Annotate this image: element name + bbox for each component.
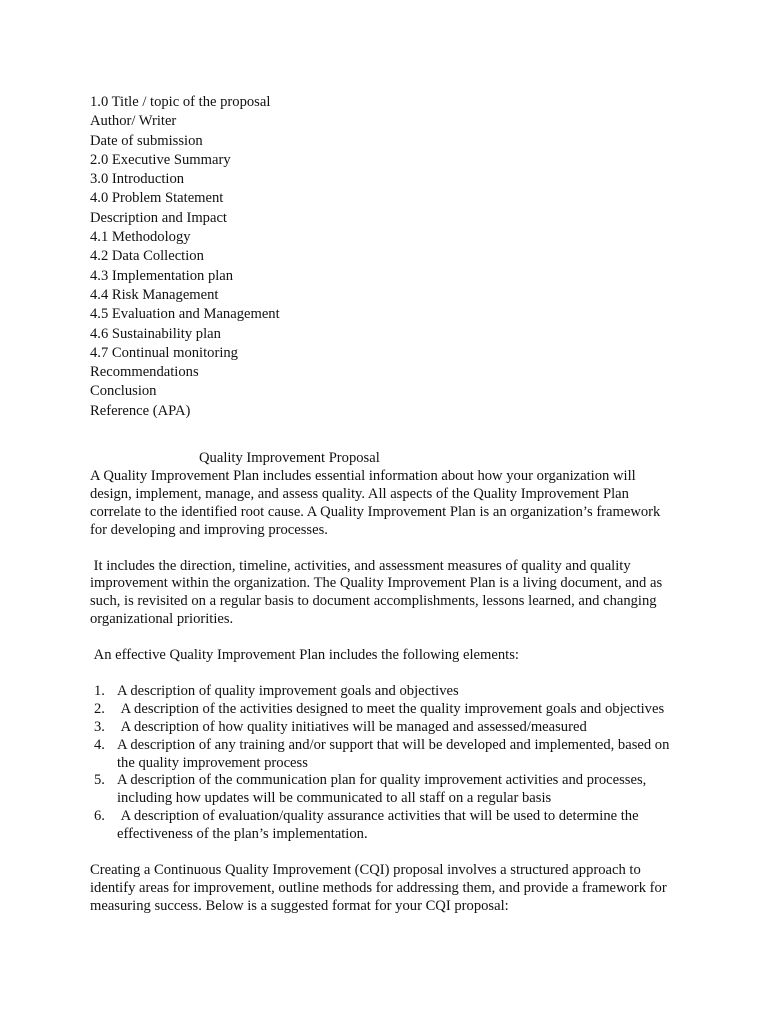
outline-item: Date of submission [90, 132, 203, 149]
list-number: 5. [94, 772, 105, 789]
outline-item: 3.0 Introduction [90, 171, 185, 188]
outline-item: 4.4 Risk Management [90, 286, 219, 303]
list-item [90, 772, 680, 808]
list-text: A description of evaluation/quality assurance activities that will be used to determine the effectiveness of the plan’s implementation. [117, 808, 643, 843]
outline-item: Description and Impact [90, 209, 227, 226]
list-text: A description of quality improvement goals and objectives [117, 682, 459, 699]
outline-item: 4.5 Evaluation and Management [90, 306, 280, 323]
outline-item: Recommendations [90, 364, 199, 381]
list-number: 2. [94, 700, 105, 717]
outline-item: 4.7 Continual monitoring [90, 344, 238, 361]
outline-item: Conclusion [90, 383, 157, 400]
list-item [90, 683, 680, 701]
elements-lead-paragraph: An effective Quality Improvement Plan includes the following elements: [90, 647, 519, 664]
proposal-title: Quality Improvement Proposal [199, 450, 380, 467]
outline-item: 4.1 Methodology [90, 229, 191, 246]
outline-item: 4.0 Problem Statement [90, 190, 224, 207]
outline-item: Reference (APA) [90, 402, 191, 419]
list-text: A description of any training and/or support that will be developed and implemented, based on the quality improvement process [117, 736, 674, 771]
outline-item: 1.0 Title / topic of the proposal [90, 94, 271, 110]
proposal-outline [90, 93, 680, 421]
scope-paragraph: It includes the direction, timeline, activities, and assessment measures of quality and quality improvement within the organization. The Quality Improvement Plan is a living document, and as such, is revisited on a regular basis to document accomplishments, lessons learned, and changing organizational priorities. [90, 557, 666, 628]
list-item [90, 701, 680, 719]
list-number: 1. [94, 682, 105, 699]
outline-item: 4.6 Sustainability plan [90, 325, 221, 342]
list-text: A description of how quality initiatives will be managed and assessed/measured [117, 718, 587, 735]
elements-list [90, 683, 680, 844]
list-number: 3. [94, 718, 105, 735]
outline-item: Author/ Writer [90, 113, 177, 130]
outline-item: 2.0 Executive Summary [90, 151, 231, 168]
list-item [90, 737, 680, 773]
intro-paragraph: A Quality Improvement Plan includes essential information about how your organization will design, implement, manage, and assess quality. All aspects of the Quality Improvement Plan correlate to the identified root cause. A Quality Improvement Plan is an organization’s framework for developing and improving processes. [90, 468, 664, 538]
document-page [90, 93, 680, 916]
outline-item: 4.2 Data Collection [90, 248, 204, 265]
list-item [90, 808, 680, 844]
list-number: 4. [94, 736, 105, 753]
list-number: 6. [94, 808, 105, 825]
outline-item: 4.3 Implementation plan [90, 267, 234, 284]
list-text: A description of the activities designed to meet the quality improvement goals and objectives [117, 700, 665, 717]
list-item [90, 719, 680, 737]
list-text: A description of the communication plan for quality improvement activities and processes, including how updates will be communicated to all staff on a regular basis [117, 772, 650, 807]
closing-paragraph: Creating a Continuous Quality Improvement (CQI) proposal involves a structured approach to identify areas for improvement, outline methods for addressing them, and provide a framework for measuring success. Below is a suggested format for your CQI proposal: [90, 861, 667, 914]
